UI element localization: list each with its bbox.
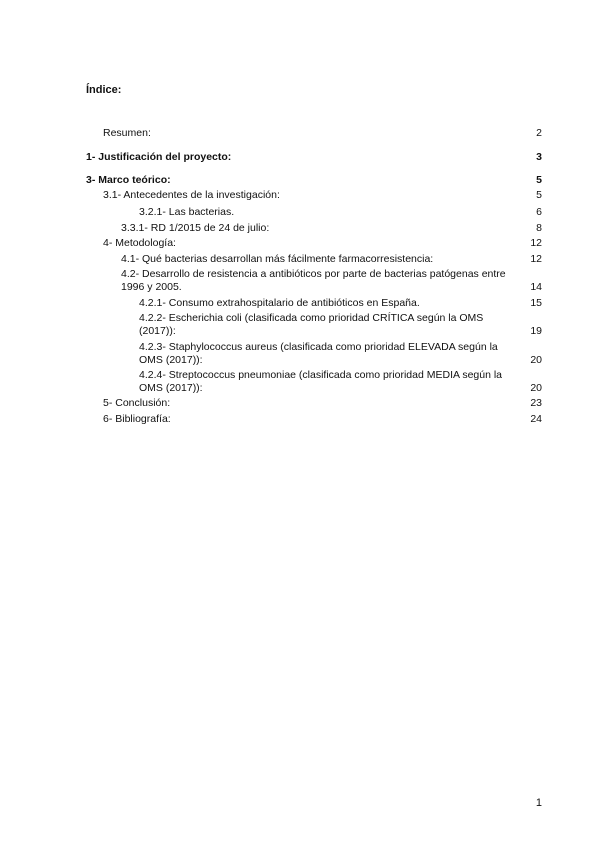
toc-entry-page: 6: [536, 206, 542, 218]
toc-entry-label: 5- Conclusión:: [103, 397, 171, 409]
toc-entry-metodologia[interactable]: [103, 237, 542, 250]
toc-entry-page: 19: [530, 325, 542, 337]
toc-entry-page: 3: [536, 151, 542, 163]
toc-entry-page: 20: [530, 382, 542, 394]
toc-entry-page: 12: [530, 253, 542, 265]
toc-entry-label: 1- Justificación del proyecto:: [86, 151, 232, 163]
toc-entry-label: 3.3.1- RD 1/2015 de 24 de julio:: [121, 222, 270, 234]
toc-entry-page: 5: [536, 174, 542, 186]
toc-entry-page: 20: [530, 354, 542, 366]
toc-entry-page: 14: [530, 281, 542, 293]
toc-entry-antecedentes[interactable]: [103, 189, 542, 202]
toc-entry-page: 23: [530, 397, 542, 409]
toc-entry-label: 3- Marco teórico:: [86, 174, 171, 186]
toc-entry-label: 4.2.2- Escherichia coli (clasificada como prioridad CRÍTICA según la OMS (2017)):: [139, 312, 484, 337]
toc-entry-label: 3.2.1- Las bacterias.: [139, 206, 235, 218]
toc-entry-label: 4.2- Desarrollo de resistencia a antibióticos por parte de bacterias patógenas entre 1996 y 2005.: [121, 268, 506, 293]
toc-title: Índice:: [86, 84, 122, 96]
toc-entry-staphylococcus-aureus[interactable]: [139, 341, 542, 367]
toc-entry-page: 24: [530, 413, 542, 425]
toc-entry-streptococcus-pneumoniae[interactable]: [139, 369, 542, 395]
toc-entry-rd-2015[interactable]: [121, 222, 542, 235]
toc-entry-label: 4.1- Qué bacterias desarrollan más fácilmente farmacorresistencia:: [121, 253, 434, 265]
toc-entry-label: 4.2.4- Streptococcus pneumoniae (clasificada como prioridad MEDIA según la OMS (2017)):: [139, 369, 503, 394]
toc-entry-justificacion[interactable]: [86, 151, 542, 164]
toc-entry-page: 5: [536, 189, 542, 201]
toc-entry-page: 2: [536, 127, 542, 139]
toc-entry-bibliografia[interactable]: [103, 413, 542, 426]
toc-entry-resumen[interactable]: [103, 127, 542, 140]
toc-entry-page: 8: [536, 222, 542, 234]
footer-page-number: 1: [535, 797, 542, 809]
toc-entry-label: 3.1- Antecedentes de la investigación:: [103, 189, 280, 201]
toc-entry-conclusion[interactable]: [103, 397, 542, 410]
toc-entry-consumo-extrahospitalario[interactable]: [139, 297, 542, 310]
toc-entry-label: 4.2.3- Staphylococcus aureus (clasificada como prioridad ELEVADA según la OMS (2017)):: [139, 341, 498, 366]
toc-entry-label: 6- Bibliografía:: [103, 413, 171, 425]
toc-entry-escherichia-coli[interactable]: [139, 312, 542, 338]
toc-entry-bacterias[interactable]: [139, 206, 542, 219]
toc-entry-page: 15: [530, 297, 542, 309]
toc-entry-page: 12: [530, 237, 542, 249]
toc-entry-desarrollo-resistencia[interactable]: [121, 268, 542, 294]
toc-entry-label: 4.2.1- Consumo extrahospitalario de antibióticos en España.: [139, 297, 420, 309]
toc-entry-label: Resumen:: [103, 127, 151, 139]
toc-entry-marco-teorico[interactable]: [86, 174, 542, 187]
toc-entry-label: 4- Metodología:: [103, 237, 176, 249]
toc-entry-farmacorresistencia[interactable]: [121, 253, 542, 266]
